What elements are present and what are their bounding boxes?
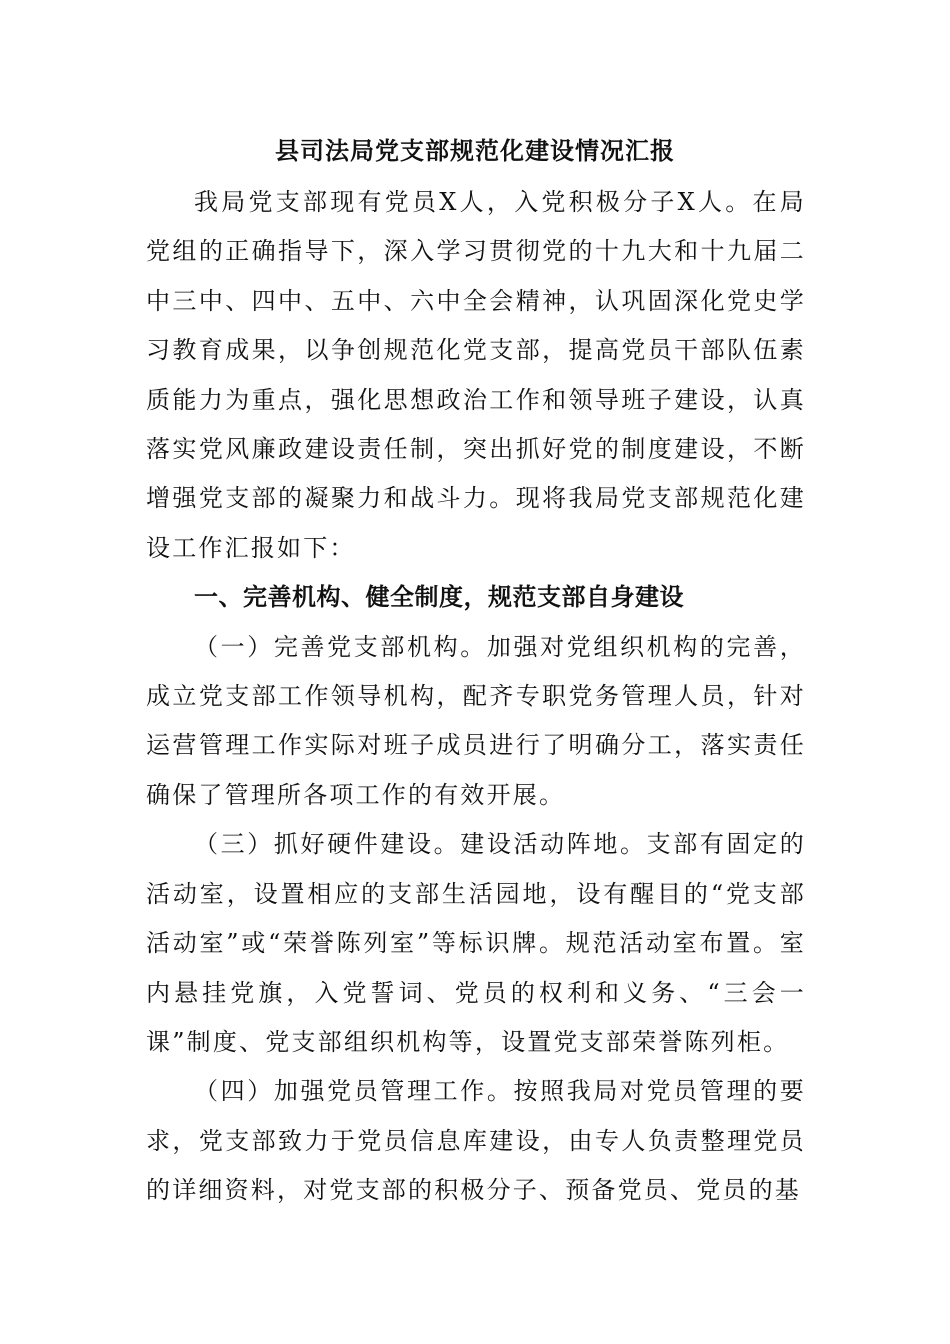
document-title: 县司法局党支部规范化建设情况汇报 bbox=[275, 137, 675, 165]
section-heading-1: 一、完善机构、健全制度，规范支部自身建设 bbox=[194, 583, 684, 612]
intro-paragraph: 我局党支部现有党员X人，入党积极分子X人。在局党组的正确指导下，深入学习贯彻党的十九大和十九届二中三中、四中、五中、六中全会精神，认巩固深化党史学习教育成果，以争创规范化党支部，提高党员干部队伍素质能力为重点，强化思想政治工作和领导班子建设，认真落实党风廉政建设责任制，突出抓好党的制度建设，不断增强党支部的凝聚力和战斗力。现将我局党支部规范化建设工作汇报如下： bbox=[146, 188, 806, 562]
item-paragraph-4: （四）加强党员管理工作。按照我局对党员管理的要求，党支部致力于党员信息库建设，由专人负责整理党员的详细资料，对党支部的积极分子、预备党员、党员的基 bbox=[146, 1077, 806, 1205]
item-paragraph-1: （一）完善党支部机构。加强对党组织机构的完善，成立党支部工作领导机构，配齐专职党务管理人员，针对运营管理工作实际对班子成员进行了明确分工，落实责任确保了管理所各项工作的有效开展。 bbox=[146, 632, 806, 809]
document-body bbox=[146, 178, 806, 1216]
item-paragraph-3: （三）抓好硬件建设。建设活动阵地。支部有固定的活动室，设置相应的支部生活园地，设有醒目的“党支部活动室”或“荣誉陈列室”等标识牌。规范活动室布置。室内悬挂党旗，入党誓词、党员的权利和义务、“三会一课”制度、党支部组织机构等，设置党支部荣誉陈列柜。 bbox=[146, 830, 806, 1056]
